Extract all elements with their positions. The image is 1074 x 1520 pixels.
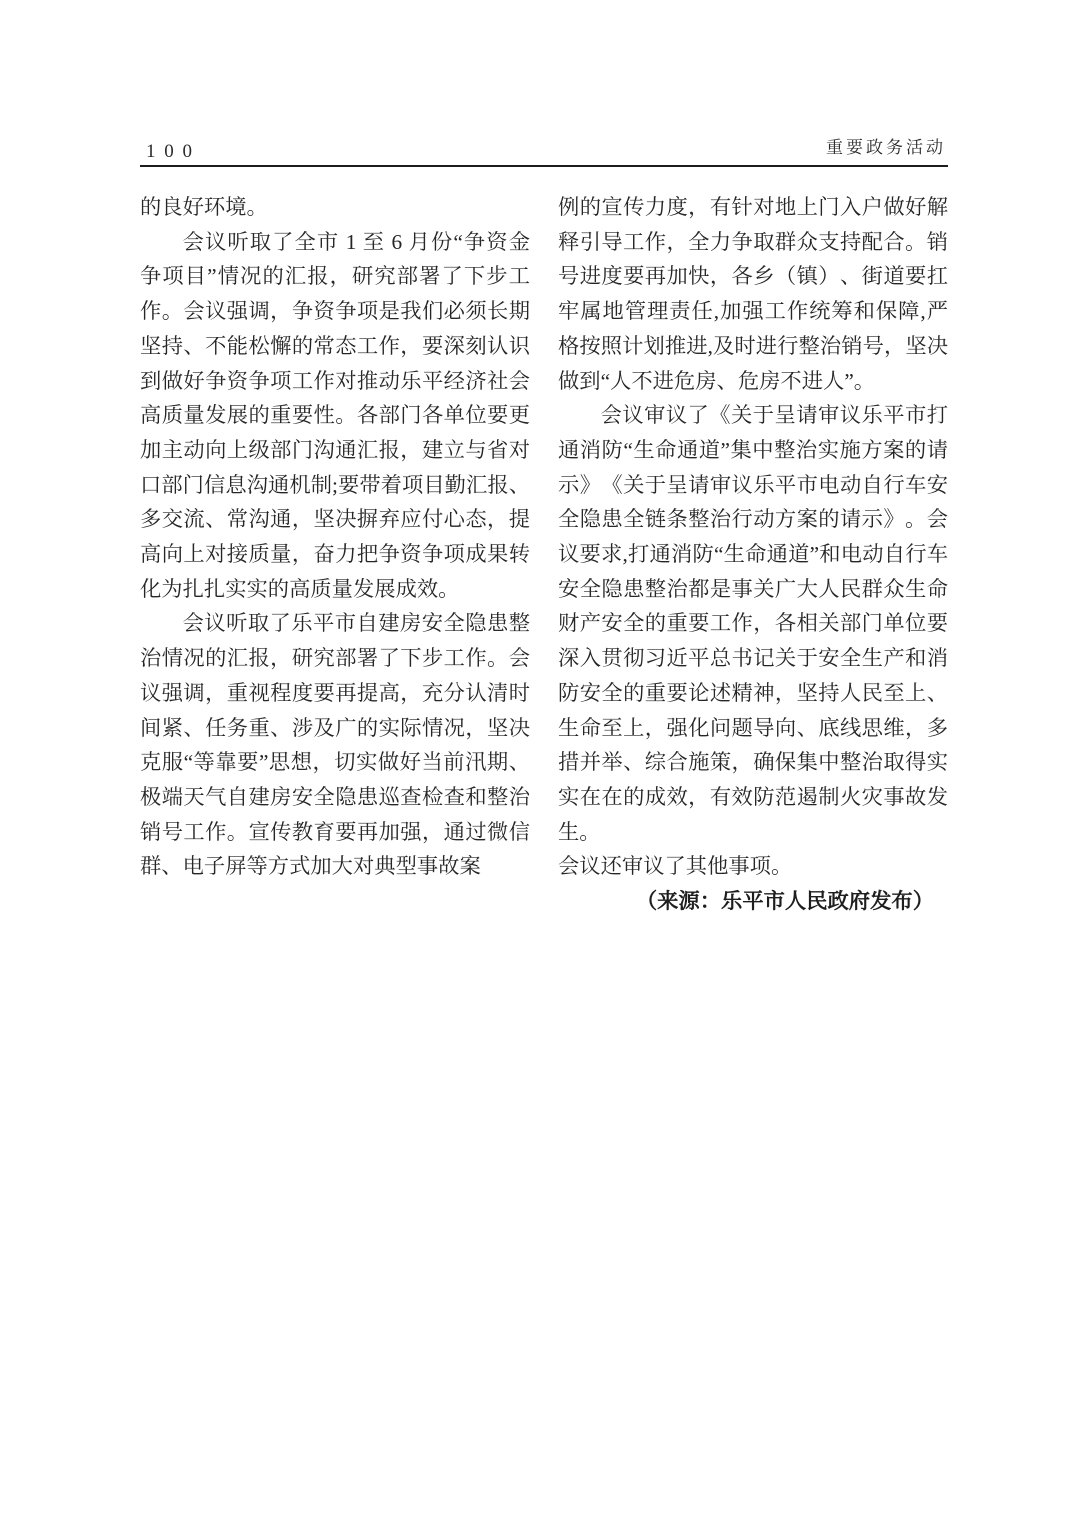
paragraph: 会议还审议了其他事项。	[558, 854, 793, 879]
header-rule	[140, 165, 948, 167]
paragraph: 会议听取了全市 1 至 6 月份“争资金争项目”情况的汇报，研究部署了下步工作。会议强调，争资争项是我们必须长期坚持、不能松懈的常态工作，要深刻认识到做好争资争项工作对推动乐平经济社会高质量发展的重要性。各部门各单位要更加主动向上级部门沟通汇报，建立与省对口部门信息沟通机制;要带着项目勤汇报、多交流、常沟通，坚决摒弃应付心态，提高向上对接质量，奋力把争资争项成果转化为扎扎实实的高质量发展成效。	[140, 229, 530, 601]
paragraph: 会议听取了乐平市自建房安全隐患整治情况的汇报，研究部署了下步工作。会议强调，重视程度要再提高，充分认清时间紧、任务重、涉及广的实际情况，坚决克服“等靠要”思想，切实做好当前汛期、极端天气自建房安全隐患巡查检查和整治销号工作。宣传教育要再加强，通过微信群、电子屏等方式加大对典型事故案	[140, 611, 530, 879]
section-title: 重要政务活动	[826, 138, 946, 157]
source-attribution: （来源：乐平市人民政府发布）	[635, 889, 934, 914]
paragraph: 会议审议了《关于呈请审议乐平市打通消防“生命通道”集中整治实施方案的请示》《关于呈请审议乐平市电动自行车安全隐患全链条整治行动方案的请示》。会议要求,打通消防“生命通道”和电动自行车安全隐患整治都是事关广大人民群众生命财产安全的重要工作，各相关部门单位要深入贯彻习近平总书记关于安全生产和消防安全的重要论述精神，坚持人民至上、生命至上，强化问题导向、底线思维，多措并举、综合施策，确保集中整治取得实实在在的成效，有效防范遏制火灾事故发生。	[558, 403, 948, 844]
left-column	[140, 190, 530, 919]
paragraph-continuation: 的良好环境。	[140, 195, 268, 219]
article-body	[140, 190, 948, 919]
page-number: 1 0 0	[146, 141, 194, 162]
right-column	[558, 190, 948, 919]
paragraph-continuation: 例的宣传力度，有针对地上门入户做好解释引导工作，全力争取群众支持配合。销号进度要再加快，各乡（镇）、街道要扛牢属地管理责任,加强工作统筹和保障,严格按照计划推进,及时进行整治销号，坚决做到“人不进危房、危房不进人”。	[558, 195, 948, 393]
